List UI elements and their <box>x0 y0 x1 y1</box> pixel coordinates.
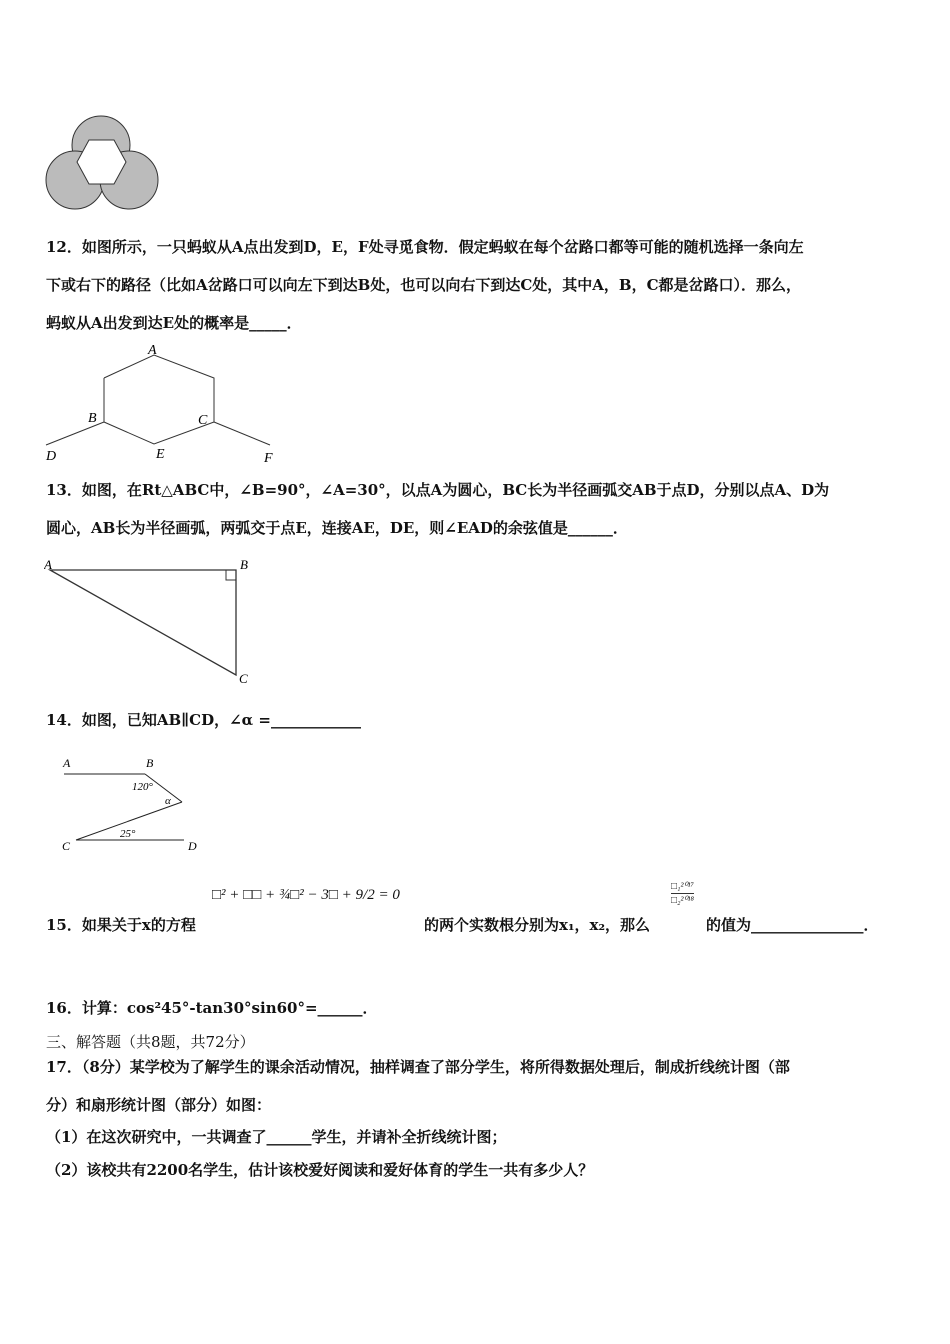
label-B: B <box>146 756 154 770</box>
q15-middle: 的两个实数根分别为x₁，x₂，那么 <box>424 916 651 934</box>
q12-line-1: 12．如图所示，一只蚂蚁从A点出发到D，E，F处寻觅食物．假定蚂蚁在每个岔路口都等可能的随机选择一条向左 <box>46 238 804 256</box>
label-A: A <box>148 343 157 358</box>
label-B: B <box>88 411 97 426</box>
q17-line-1: 17．（8分）某学校为了解学生的课余活动情况，抽样调查了部分学生，将所得数据处理后，制成折线统计图（部 <box>46 1058 790 1076</box>
label-A: A <box>44 557 52 572</box>
label-alpha: α <box>165 795 171 807</box>
q15-suffix: 的值为_______________． <box>706 916 879 934</box>
label-C: C <box>198 413 208 428</box>
q13-line-2: 圆心，AB长为半径画弧，两弧交于点E，连接AE，DE，则∠EAD的余弦值是______． <box>46 519 628 537</box>
q15-fraction <box>671 880 694 907</box>
label-C: C <box>239 671 248 686</box>
q16-line: 16．计算：cos²45°-tan30°sin60°=______． <box>46 999 378 1017</box>
three-circles-figure <box>44 110 160 214</box>
q14-parallel-lines-figure <box>50 752 220 862</box>
q17-line-2: 分）和扇形统计图（部分）如图： <box>46 1096 272 1114</box>
q12-hexagon-figure <box>44 340 279 465</box>
label-D: D <box>46 449 57 464</box>
fraction-denominator: □₂²⁰¹⁸ <box>671 895 694 906</box>
section-3-title: 三、解答题（共8题，共72分） <box>46 1033 255 1051</box>
q17-sub-1: （1）在这次研究中，一共调查了______学生，并请补全折线统计图； <box>46 1128 507 1146</box>
q12-line-3: 蚂蚁从A出发到达E处的概率是_____． <box>46 314 302 332</box>
q14-line: 14．如图，已知AB∥CD，∠α =____________ <box>46 711 361 729</box>
label-C: C <box>62 839 71 853</box>
q13-triangle-figure <box>44 555 259 690</box>
label-25: 25° <box>120 828 136 840</box>
label-F: F <box>264 451 273 465</box>
label-B: B <box>240 557 248 572</box>
q15-prefix: 15．如果关于x的方程 <box>46 916 196 934</box>
label-120: 120° <box>132 781 153 793</box>
label-E: E <box>156 447 165 462</box>
label-A: A <box>63 756 71 770</box>
q17-sub-2: （2）该校共有2200名学生，估计该校爱好阅读和爱好体育的学生一共有多少人？ <box>46 1161 594 1179</box>
q13-line-1: 13．如图，在Rt△ABC中，∠B=90°，∠A=30°，以点A为圆心，BC长为半径画弧交AB于点D，分别以点A、D为 <box>46 481 830 499</box>
label-D: D <box>188 839 197 853</box>
q15-equation: □² + □□ + ¾□² − 3□ + 9/2 = 0 <box>212 887 400 903</box>
q12-line-2: 下或右下的路径（比如A岔路口可以向左下到达B处，也可以向右下到达C处，其中A，B，C都是岔路口）．那么， <box>46 276 802 294</box>
fraction-numerator: □₁²⁰¹⁷ <box>671 881 694 892</box>
